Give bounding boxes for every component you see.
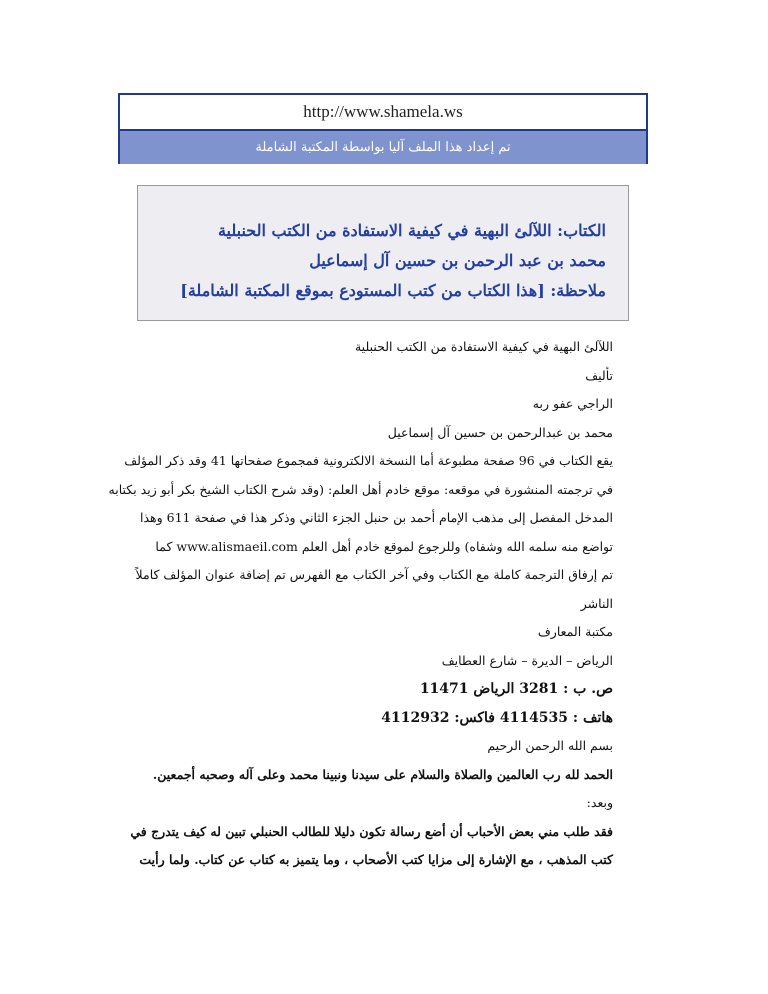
header-url[interactable]: http://www.shamela.ws — [120, 95, 646, 131]
body-line: الراجي عفو ربه — [532, 396, 613, 411]
body-line: ص. ب : 3281 الرياض 11471 — [419, 681, 613, 697]
body-line: فقد طلب مني بعض الأحباب أن أضع رسالة تكون دليلا للطالب الحنبلي تبين له كيف يتدرج في — [130, 823, 613, 839]
body-line: تم إرفاق الترجمة كاملة مع الكتاب وفي آخر الكتاب مع الفهرس تم إضافة عنوان المؤلف كاملاً — [135, 567, 613, 582]
body-line: الحمد لله رب العالمين والصلاة والسلام على سيدنا ونبينا محمد وعلى آله وصحبه أجمعين. — [152, 766, 613, 782]
body-line: في ترجمته المنشورة في موقعه: موقع خادم أهل العلم: (وقد شرح الكتاب الشيخ بكر أبو زيد بكتابه — [108, 481, 613, 497]
book-remark-line: ملاحظة: [هذا الكتاب من كتب المستودع بموقع المكتبة الشاملة] — [180, 281, 606, 300]
body-line: تواضع منه سلمه الله وشفاه) وللرجوع لموقع خادم أهل العلم www.alismaeil.com كما — [155, 538, 613, 554]
body-line: الناشر — [580, 595, 613, 611]
body-line: يقع الكتاب في 96 صفحة مطبوعة أما النسخة الالكترونية فمجموع صفحاتها 41 وقد ذكر المؤلف — [124, 453, 613, 468]
book-title-line: الكتاب: اللآلئ البهية في كيفية الاستفادة من الكتب الحنبلية — [217, 221, 606, 240]
body-line: محمد بن عبدالرحمن بن حسين آل إسماعيل — [387, 424, 613, 440]
shamela-header-box — [118, 93, 648, 164]
body-line: مكتبة المعارف — [537, 624, 613, 639]
body-line: اللآلئ البهية في كيفية الاستفادة من الكتب الحنبلية — [354, 339, 613, 354]
body-line: كتب المذهب ، مع الإشارة إلى مزايا كتب الأصحاب ، وما يتميز به كتاب عن كتاب. ولما رأيت — [139, 852, 613, 867]
body-line: المدخل المفصل إلى مذهب الإمام أحمد بن حنبل الجزء الثاني وذكر هذا في صفحة 611 وهذا — [140, 510, 613, 525]
book-author-line: محمد بن عبد الرحمن بن حسين آل إسماعيل — [309, 251, 606, 270]
book-info-box — [137, 185, 629, 321]
body-line: بسم الله الرحمن الرحيم — [487, 738, 613, 753]
header-note: تم إعداد هذا الملف آليا بواسطة المكتبة الشاملة — [120, 131, 646, 164]
body-line: هاتف : 4114535 فاكس: 4112932 — [381, 709, 613, 726]
body-line: وبعد: — [586, 795, 613, 810]
body-line: تأليف — [585, 367, 613, 383]
book-body-text — [108, 333, 613, 875]
body-line: الرياض – الديرة – شارع العطايف — [441, 652, 613, 668]
